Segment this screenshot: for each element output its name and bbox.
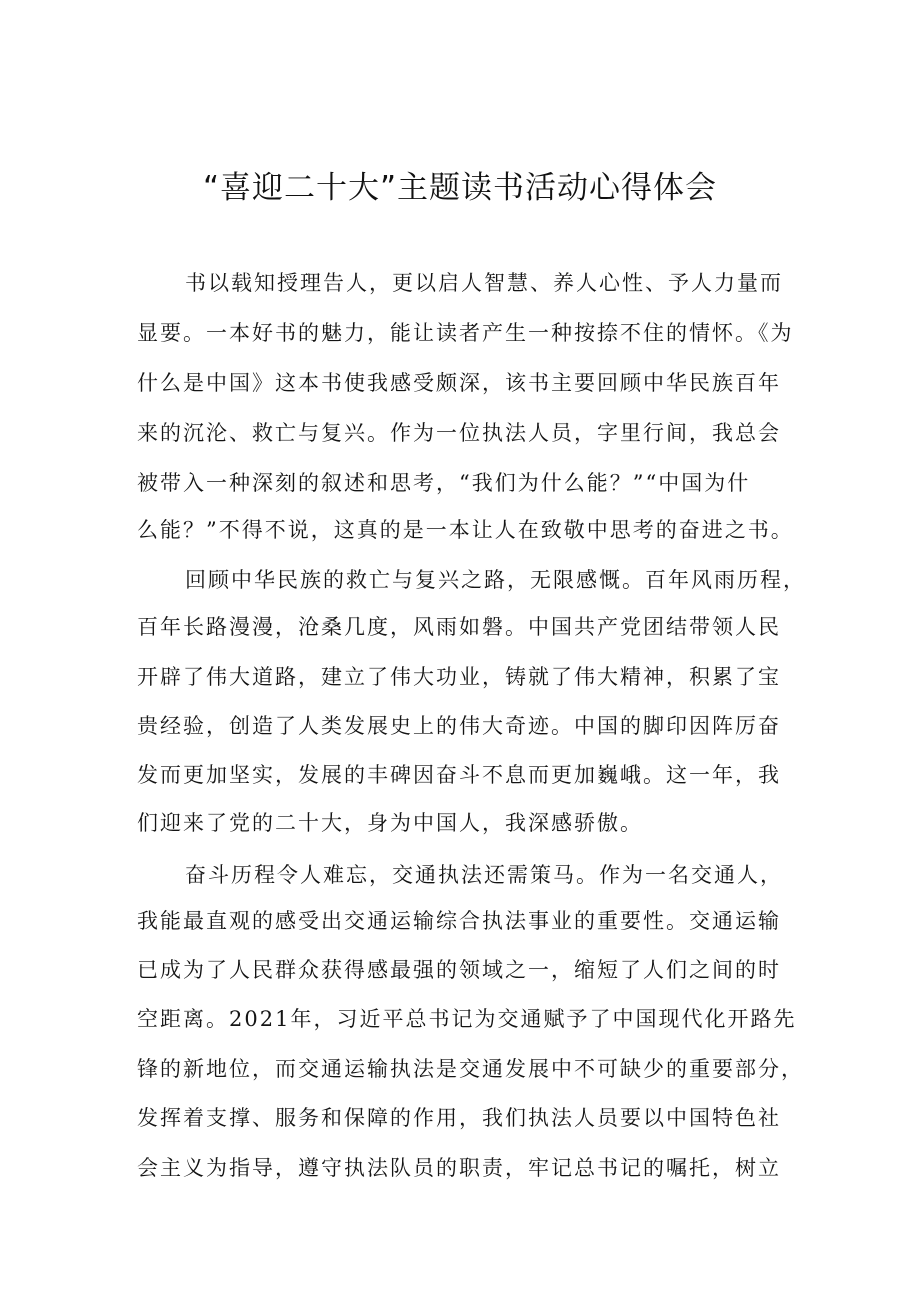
paragraph-2-line-1: 回顾中华民族的救亡与复兴之路，无限感慨。百年风雨历程， <box>185 568 806 592</box>
page-title: “喜迎二十大”主题读书活动心得体会 <box>202 170 718 206</box>
paragraph-1-line-4: 来的沉沦、救亡与复兴。作为一位执法人员，字里行间，我总会 <box>137 421 781 445</box>
paragraph-3-line-7: 会主义为指导，遵守执法队员的职责，牢记总书记的嘱托，树立 <box>137 1156 781 1180</box>
paragraph-1-line-2: 显要。一本好书的魅力，能让读者产生一种按捺不住的情怀。《为 <box>137 321 794 345</box>
paragraph-3-line-6: 发挥着支撑、服务和保障的作用，我们执法人员要以中国特色社 <box>137 1106 781 1130</box>
paragraph-1-line-3: 什么是中国》这本书使我感受颇深，该书主要回顾中华民族百年 <box>137 371 781 395</box>
paragraph-2-line-4: 贵经验，创造了人类发展史上的伟大奇迹。中国的脚印因阵厉奋 <box>137 714 781 738</box>
paragraph-1-line-5: 被带入一种深刻的叙述和思考，“我们为什么能？”“中国为什 <box>137 471 751 495</box>
paragraph-3-line-1: 奋斗历程令人难忘，交通执法还需策马。作为一名交通人， <box>185 863 783 887</box>
paragraph-2-line-2: 百年长路漫漫，沧桑几度，风雨如磐。中国共产党团结带领人民 <box>137 615 781 639</box>
paragraph-1-line-1: 书以载知授理告人，更以启人智慧、养人心性、予人力量而 <box>185 271 783 295</box>
paragraph-2-line-3: 开辟了伟大道路，建立了伟大功业，铸就了伟大精神，积累了宝 <box>137 665 781 689</box>
paragraph-3-line-5: 锋的新地位，而交通运输执法是交通发展中不可缺少的重要部分， <box>137 1057 804 1081</box>
paragraph-2-line-6: 们迎来了党的二十大，身为中国人，我深感骄傲。 <box>137 811 643 835</box>
paragraph-2-line-5: 发而更加坚实，发展的丰碑因奋斗不息而更加巍峨。这一年，我 <box>137 763 781 787</box>
paragraph-3-line-4: 空距离。2021年，习近平总书记为交通赋予了中国现代化开路先 <box>137 1007 797 1031</box>
paragraph-3-line-2: 我能最直观的感受出交通运输综合执法事业的重要性。交通运输 <box>137 909 781 933</box>
paragraph-3-line-3: 已成为了人民群众获得感最强的领域之一，缩短了人们之间的时 <box>137 958 781 982</box>
paragraph-1-line-6: 么能？”不得不说，这真的是一本让人在致敬中思考的奋进之书。 <box>137 518 794 542</box>
